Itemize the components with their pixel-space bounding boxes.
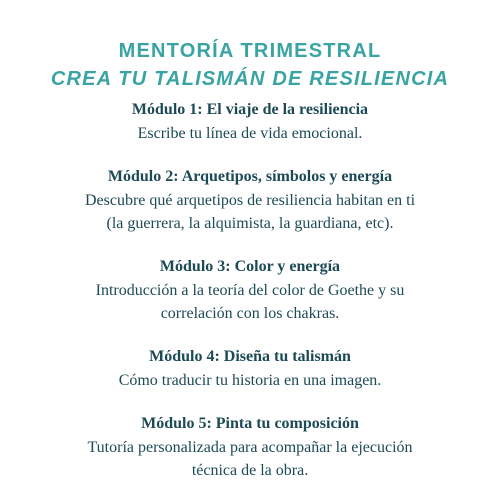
- module-2-line-1: Descubre qué arquetipos de resiliencia habitan en ti: [84, 192, 416, 209]
- heading-line-2: CREA TU TALISMÁN DE RESILIENCIA: [50, 68, 450, 90]
- module-5-line-2: técnica de la obra.: [191, 462, 309, 479]
- flyer-heading: [0, 37, 500, 93]
- module-3-description: [0, 279, 500, 325]
- module-5-title: Módulo 5: Pinta tu composición: [141, 415, 359, 432]
- module-4-title: Módulo 4: Diseña tu talismán: [149, 348, 351, 365]
- module-2: [0, 165, 500, 235]
- module-2-description: [0, 189, 500, 235]
- module-3-title: Módulo 3: Color y energía: [159, 258, 341, 275]
- module-5-line-1: Tutoría personalizada para acompañar la ejecución: [87, 439, 413, 456]
- module-5-description: [0, 436, 500, 482]
- heading-line-1: MENTORÍA TRIMESTRAL: [118, 40, 382, 62]
- module-4-line-1: Cómo traducir tu historia en una imagen.: [118, 372, 382, 389]
- module-1-title: Módulo 1: El viaje de la resiliencia: [131, 101, 369, 118]
- module-1-line-1: Escribe tu línea de vida emocional.: [137, 125, 363, 142]
- module-5: [0, 412, 500, 482]
- module-3-line-1: Introducción a la teoría del color de Goethe y su: [95, 282, 405, 299]
- module-3: [0, 255, 500, 325]
- module-4-description: [0, 369, 500, 392]
- module-1-description: [0, 122, 500, 145]
- module-2-line-2: (la guerrera, la alquimista, la guardiana, etc).: [106, 215, 394, 232]
- module-1: [0, 98, 500, 145]
- module-4: [0, 345, 500, 392]
- module-2-title: Módulo 2: Arquetipos, símbolos y energía: [107, 168, 393, 185]
- module-list: [0, 98, 500, 482]
- module-3-line-2: correlación con los chakras.: [160, 305, 340, 322]
